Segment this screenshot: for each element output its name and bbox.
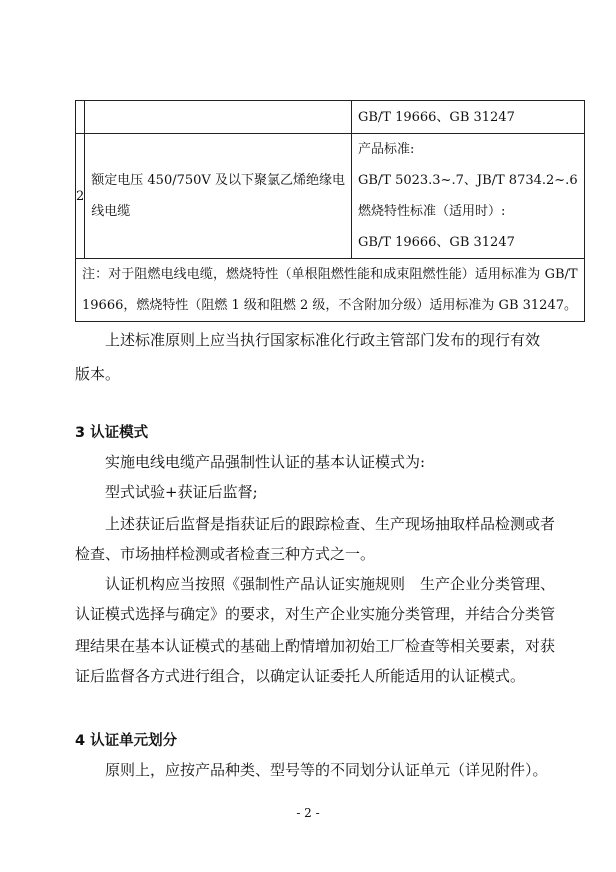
- table-row: [76, 134, 585, 259]
- standards-table: [75, 100, 585, 322]
- table-row: [76, 101, 585, 134]
- paragraph-line: 版本。: [75, 365, 121, 383]
- paragraph-line: 检查、市场抽样检测或者检查三种方式之一。: [75, 545, 376, 563]
- paragraph-line: 认证模式选择与确定》的要求，对生产企业实施分类管理，并结合分类管: [75, 605, 556, 623]
- paragraph-line: 理结果在基本认证模式的基础上酌情增加初始工厂检查等相关要素，对获: [75, 637, 556, 655]
- standards-cell: 产品标准: GB/T 5023.3~.7、JB/T 8734.2~.6 燃烧特性标准（适用时）: GB/T 19666、GB 31247: [351, 134, 584, 259]
- paragraph-line: 上述获证后监督是指获证后的跟踪检查、生产现场抽取样品检测或者: [105, 515, 556, 533]
- paragraph-line: 实施电线电缆产品强制性认证的基本认证模式为:: [105, 453, 426, 471]
- paragraph-line: 原则上，应按产品种类、型号等的不同划分认证单元（详见附件）。: [105, 761, 548, 779]
- standard-line: GB/T 19666、GB 31247: [357, 109, 515, 125]
- table-note-row: 注：对于阻燃电线电缆，燃烧特性（单根阻燃性能和成束阻燃性能）适用标准为 GB/T 19666，燃烧特性（阻燃 1 级和阻燃 2 级，不含附加分级）适用标准为 GB 31247。: [76, 259, 585, 322]
- paragraph-line: 上述标准原则上应当执行国家标准化行政主管部门发布的现行有效: [105, 331, 541, 349]
- section-heading: 4 认证单元划分: [75, 733, 178, 749]
- paragraph-line: 型式试验+获证后监督;: [105, 483, 258, 501]
- row-number: 2: [76, 134, 85, 259]
- section-heading: 3 认证模式: [75, 425, 149, 441]
- paragraph-line: 认证机构应当按照《强制性产品认证实施规则 生产企业分类管理、: [105, 575, 556, 593]
- page-number: - 2 -: [296, 806, 320, 820]
- paragraph-line: 证后监督各方式进行组合，以确定认证委托人所能适用的认证模式。: [75, 667, 526, 685]
- product-name: 额定电压 450/750V 及以下聚氯乙烯绝缘电 线电缆: [85, 134, 352, 259]
